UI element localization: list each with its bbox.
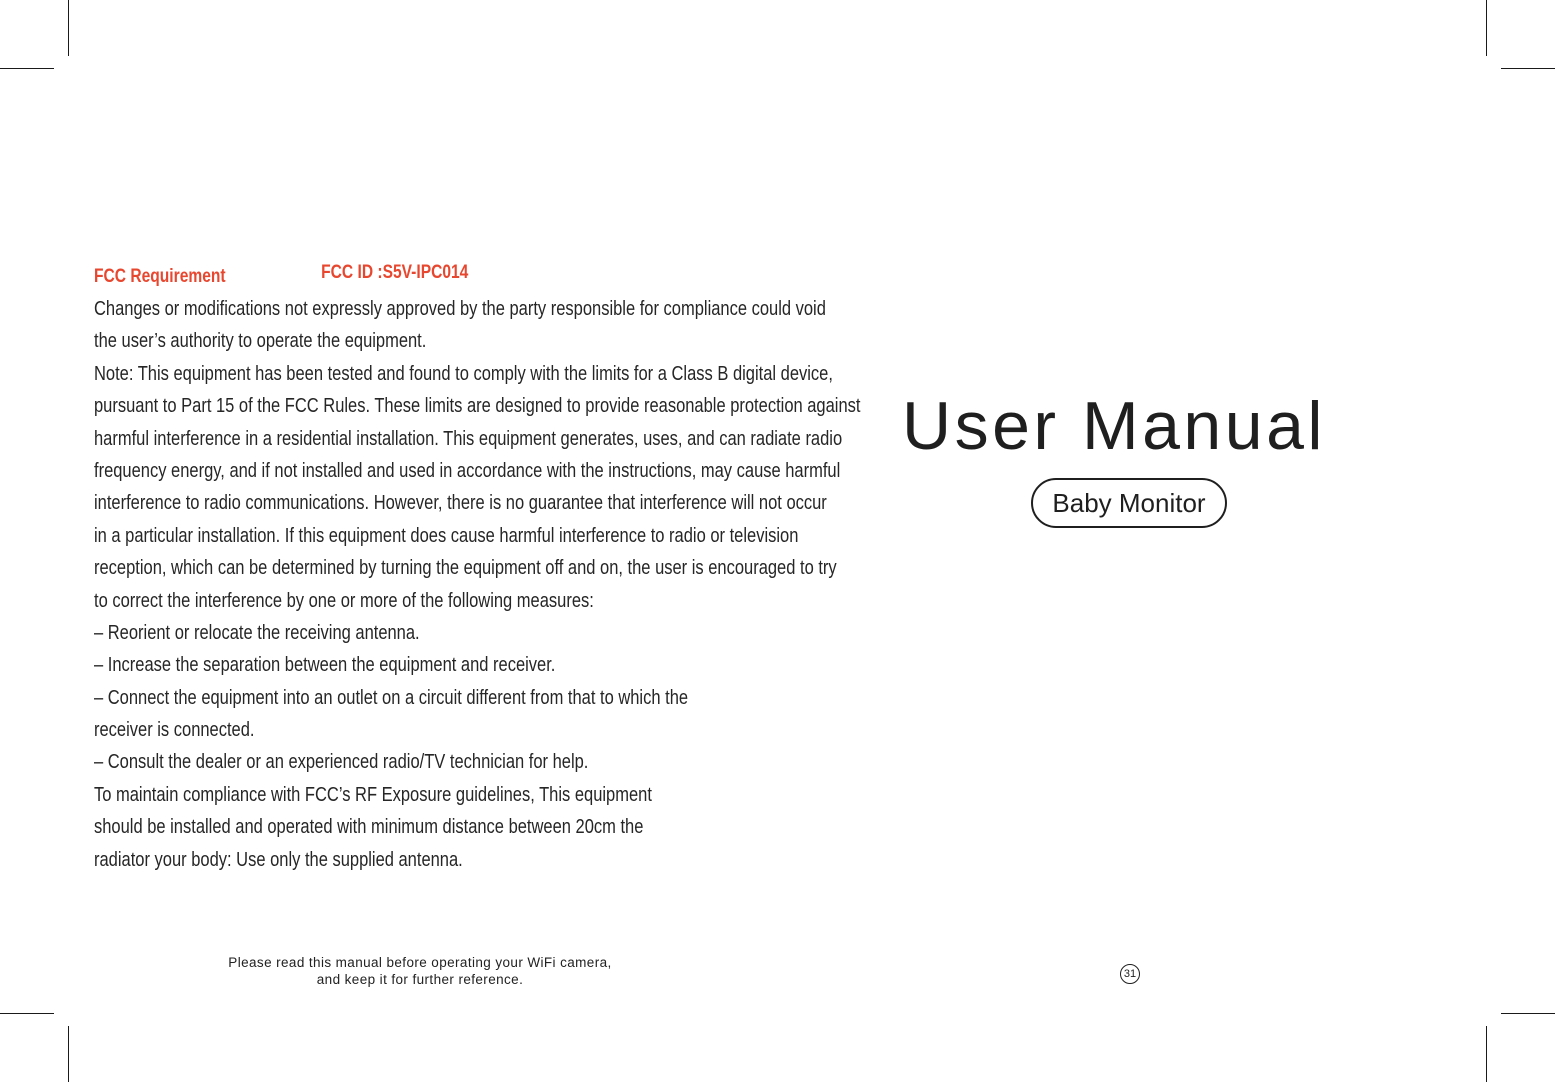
body-line: interference to radio communications. However, there is no guarantee that interference will not occur — [94, 492, 827, 515]
body-line: in a particular installation. If this equipment does cause harmful interference to radio or television — [94, 524, 799, 547]
footer-note-line-1: Please read this manual before operating your WiFi camera, — [228, 955, 612, 970]
crop-mark-bottom-right-vertical — [1486, 1026, 1487, 1082]
body-line: pursuant to Part 15 of the FCC Rules. These limits are designed to provide reasonable protection against — [94, 395, 861, 418]
body-line: – Increase the separation between the equipment and receiver. — [94, 654, 556, 677]
body-line: radiator your body: Use only the supplied antenna. — [94, 848, 463, 871]
footer-note-line-2: and keep it for further reference. — [316, 972, 524, 987]
fcc-requirement-heading: FCC Requirement — [94, 266, 226, 287]
crop-mark-top-left-horizontal — [0, 68, 54, 69]
fcc-header — [94, 262, 717, 292]
body-line: reception, which can be determined by turning the equipment off and on, the user is encouraged to try — [94, 557, 837, 580]
body-line: – Connect the equipment into an outlet on a circuit different from that to which the — [94, 686, 689, 709]
crop-mark-top-right-horizontal — [1501, 68, 1555, 69]
body-line: should be installed and operated with minimum distance between 20cm the — [94, 816, 644, 839]
body-line: Changes or modifications not expressly approved by the party responsible for compliance could void — [94, 298, 826, 320]
crop-mark-bottom-left-horizontal — [0, 1013, 54, 1014]
body-line: Note: This equipment has been tested and found to comply with the limits for a Class B digital device, — [94, 362, 833, 385]
body-line: harmful interference in a residential installation. This equipment generates, uses, and can radiate radio — [94, 427, 843, 450]
body-line: to correct the interference by one or more of the following measures: — [94, 589, 594, 612]
crop-mark-top-left-vertical — [68, 0, 69, 56]
body-line: – Consult the dealer or an experienced radio/TV technician for help. — [94, 751, 589, 774]
crop-mark-bottom-right-horizontal — [1501, 1013, 1555, 1014]
body-line: frequency energy, and if not installed and used in accordance with the instructions, may cause harmful — [94, 459, 841, 482]
crop-mark-top-right-vertical — [1486, 0, 1487, 56]
cover-title: User Manual — [902, 388, 1326, 464]
body-line: – Reorient or relocate the receiving antenna. — [94, 621, 420, 644]
fcc-id: FCC ID :S5V-IPC014 — [321, 262, 469, 283]
page-number-circle: 31 — [1120, 964, 1140, 984]
fcc-statement-body — [94, 293, 861, 876]
body-line: To maintain compliance with FCC’s RF Exposure guidelines, This equipment — [94, 783, 652, 806]
body-line: receiver is connected. — [94, 719, 255, 742]
body-line: the user’s authority to operate the equipment. — [94, 330, 427, 353]
product-badge: Baby Monitor — [1031, 478, 1227, 528]
crop-mark-bottom-left-vertical — [68, 1026, 69, 1082]
footer-note — [200, 954, 640, 988]
